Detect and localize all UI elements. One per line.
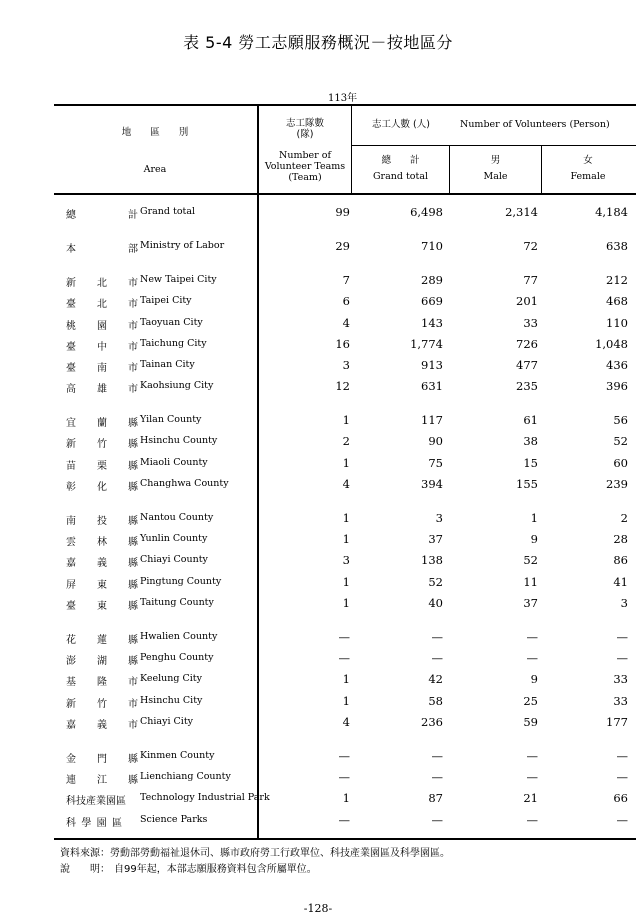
- table-row: [54, 629, 636, 647]
- row-female-value: —: [616, 630, 628, 644]
- header-male-zh: 男: [490, 155, 501, 166]
- row-teams-value: 2: [342, 434, 350, 448]
- row-area-zh: 連 江 縣: [66, 775, 138, 786]
- row-teams-value: 3: [342, 553, 350, 567]
- header-bottom-rule: [54, 193, 636, 195]
- row-male-value: 59: [523, 715, 538, 729]
- row-teams-value: —: [338, 813, 350, 827]
- row-female-value: 52: [613, 434, 628, 448]
- row-total-value: 42: [428, 672, 443, 686]
- table-bottom-rule: [54, 838, 636, 840]
- header-teams-zh-line2: (隊): [296, 129, 314, 140]
- row-teams-value: —: [338, 749, 350, 763]
- table-row: [54, 204, 636, 222]
- row-area-en: Ministry of Labor: [140, 240, 225, 251]
- row-female-value: —: [616, 770, 628, 784]
- row-area-zh: 臺 東 縣: [66, 601, 138, 612]
- row-area-zh: 高 雄 市: [66, 384, 138, 395]
- row-area-en: New Taipei City: [140, 274, 217, 285]
- row-male-value: —: [526, 630, 538, 644]
- row-female-value: 177: [606, 715, 628, 729]
- explanation-note: [60, 862, 450, 878]
- row-teams-value: 99: [335, 205, 350, 219]
- table-row: [54, 693, 636, 711]
- note-text: 自99年起，本部志願服務資料包含所屬單位。: [114, 864, 317, 875]
- row-total-value: 52: [428, 575, 443, 589]
- row-female-value: 212: [606, 273, 628, 287]
- row-area-en: Miaoli County: [140, 457, 208, 468]
- row-area-zh: 基 隆 市: [66, 677, 138, 688]
- row-teams-value: 1: [342, 456, 350, 470]
- row-area-en: Taitung County: [140, 597, 214, 608]
- row-female-value: 436: [606, 358, 628, 372]
- row-female-value: 4,184: [595, 205, 628, 219]
- row-total-value: 1,774: [410, 337, 443, 351]
- row-area-en: Nantou County: [140, 512, 214, 523]
- row-area-zh: 屏 東 縣: [66, 580, 138, 591]
- row-teams-value: 1: [342, 511, 350, 525]
- header-female-en: Female: [570, 171, 606, 182]
- header-teams-en-line3: (Team): [288, 172, 322, 183]
- row-male-value: 235: [516, 379, 538, 393]
- table-row: [54, 790, 636, 808]
- row-male-value: —: [526, 813, 538, 827]
- table-row: [54, 293, 636, 311]
- row-total-value: 143: [421, 316, 443, 330]
- header-area-zh: 地 區 別: [121, 127, 189, 138]
- table-notes: [60, 846, 450, 878]
- row-female-value: 2: [620, 511, 628, 525]
- table-row: [54, 531, 636, 549]
- row-male-value: 9: [530, 672, 538, 686]
- row-area-zh: 宜 蘭 縣: [66, 418, 138, 429]
- row-area-zh: 臺 南 市: [66, 363, 138, 374]
- row-total-value: 913: [421, 358, 443, 372]
- row-male-value: 77: [523, 273, 538, 287]
- row-teams-value: 7: [342, 273, 350, 287]
- row-area-en: Lienchiang County: [140, 771, 231, 782]
- row-female-value: 239: [606, 477, 628, 491]
- row-teams-value: 4: [342, 477, 350, 491]
- header-volunteers-en: Number of Volunteers (Person): [460, 119, 610, 130]
- header-teams-en-line2: Volunteer Teams: [264, 161, 346, 172]
- table-row: [54, 812, 636, 830]
- row-female-value: 33: [613, 672, 628, 686]
- header-teams-en-line1: Number of: [279, 150, 331, 161]
- row-total-value: 40: [428, 596, 443, 610]
- row-total-value: 37: [428, 532, 443, 546]
- row-area-en: Pingtung County: [140, 576, 222, 587]
- row-teams-value: 3: [342, 358, 350, 372]
- row-area-en: Technology Industrial Park: [140, 792, 270, 803]
- row-area-en: Tainan City: [140, 359, 195, 370]
- row-male-value: 52: [523, 553, 538, 567]
- row-area-zh: 澎 湖 縣: [66, 656, 138, 667]
- table-row: [54, 238, 636, 256]
- row-area-zh: 臺 北 市: [66, 299, 138, 310]
- row-total-value: 75: [428, 456, 443, 470]
- column-divider-total: [449, 145, 450, 194]
- source-text: 勞動部勞動福祉退休司、縣市政府勞工行政單位、科技產業園區及科學園區。: [110, 848, 450, 859]
- row-area-zh: 苗 栗 縣: [66, 461, 138, 472]
- row-teams-value: 4: [342, 316, 350, 330]
- row-area-zh: 桃 園 市: [66, 321, 138, 332]
- row-area-zh: 臺 中 市: [66, 342, 138, 353]
- table-row: [54, 272, 636, 290]
- row-area-zh: 金 門 縣: [66, 754, 138, 765]
- header-male-en: Male: [483, 171, 508, 182]
- row-total-value: 117: [421, 413, 443, 427]
- row-total-value: 710: [421, 239, 443, 253]
- row-male-value: 9: [530, 532, 538, 546]
- table-row: [54, 671, 636, 689]
- table-row: [54, 769, 636, 787]
- page-number: -128-: [303, 902, 333, 915]
- row-female-value: 28: [613, 532, 628, 546]
- row-male-value: 61: [523, 413, 538, 427]
- table-row: [54, 357, 636, 375]
- table-title: 表 5-4 勞工志願服務概況－按地區分: [183, 33, 453, 52]
- table-row: [54, 455, 636, 473]
- row-female-value: 110: [606, 316, 628, 330]
- row-teams-value: 1: [342, 694, 350, 708]
- row-teams-value: 1: [342, 791, 350, 805]
- table-row: [54, 650, 636, 668]
- row-female-value: 33: [613, 694, 628, 708]
- row-area-zh: 南 投 縣: [66, 516, 138, 527]
- row-total-value: 394: [421, 477, 443, 491]
- header-female-zh: 女: [583, 155, 593, 166]
- row-total-value: —: [431, 651, 443, 665]
- row-area-zh: 新 北 市: [66, 278, 138, 289]
- row-male-value: 25: [523, 694, 538, 708]
- row-male-value: 201: [516, 294, 538, 308]
- row-total-value: —: [431, 813, 443, 827]
- row-teams-value: 1: [342, 575, 350, 589]
- row-female-value: 60: [613, 456, 628, 470]
- row-total-value: 87: [428, 791, 443, 805]
- row-male-value: 2,314: [505, 205, 538, 219]
- row-female-value: 1,048: [595, 337, 628, 351]
- source-note: [60, 846, 450, 862]
- row-total-value: 90: [428, 434, 443, 448]
- row-area-en: Taoyuan City: [140, 317, 203, 328]
- row-teams-value: 12: [335, 379, 350, 393]
- row-area-en: Kaohsiung City: [140, 380, 214, 391]
- row-area-en: Grand total: [140, 206, 196, 217]
- row-female-value: 638: [606, 239, 628, 253]
- row-area-zh: 新 竹 市: [66, 699, 138, 710]
- header-total-zh: 總 計: [381, 155, 420, 166]
- row-area-en: Yunlin County: [140, 533, 208, 544]
- table-row: [54, 748, 636, 766]
- row-total-value: 289: [421, 273, 443, 287]
- row-male-value: 72: [523, 239, 538, 253]
- row-total-value: 631: [421, 379, 443, 393]
- row-teams-value: 6: [342, 294, 350, 308]
- row-area-zh: 彰 化 縣: [66, 482, 138, 493]
- source-label: 資料來源：: [60, 848, 110, 859]
- row-total-value: —: [431, 749, 443, 763]
- row-area-en: Chiayi City: [140, 716, 194, 727]
- row-teams-value: —: [338, 651, 350, 665]
- row-area-en: Hsinchu County: [140, 435, 218, 446]
- row-teams-value: 1: [342, 596, 350, 610]
- row-area-en: Hwalien County: [140, 631, 218, 642]
- row-area-en: Changhwa County: [140, 478, 229, 489]
- row-total-value: 236: [421, 715, 443, 729]
- table-row: [54, 476, 636, 494]
- column-divider-male: [541, 145, 542, 194]
- row-teams-value: —: [338, 630, 350, 644]
- row-male-value: 477: [516, 358, 538, 372]
- row-area-zh: 花 蓮 縣: [66, 635, 138, 646]
- row-area-en: Penghu County: [140, 652, 214, 663]
- row-male-value: 33: [523, 316, 538, 330]
- row-female-value: 56: [613, 413, 628, 427]
- row-male-value: —: [526, 770, 538, 784]
- header-teams-en: [259, 150, 351, 183]
- row-area-zh: 嘉 義 縣: [66, 558, 138, 569]
- row-area-zh: 新 竹 縣: [66, 439, 138, 450]
- row-area-en: Chiayi County: [140, 554, 208, 565]
- row-female-value: —: [616, 813, 628, 827]
- header-teams-zh-line1: 志工隊數: [285, 118, 324, 129]
- row-total-value: —: [431, 770, 443, 784]
- row-male-value: 38: [523, 434, 538, 448]
- header-teams-zh: [259, 118, 351, 140]
- row-teams-value: 29: [335, 239, 350, 253]
- row-area-zh: 雲 林 縣: [66, 537, 138, 548]
- row-female-value: 66: [613, 791, 628, 805]
- table-row: [54, 595, 636, 613]
- note-label: 說 明：: [60, 864, 110, 875]
- header-total-en: Grand total: [372, 171, 429, 182]
- row-total-value: 3: [435, 511, 443, 525]
- table-row: [54, 433, 636, 451]
- row-teams-value: 4: [342, 715, 350, 729]
- row-teams-value: —: [338, 770, 350, 784]
- table-top-rule: [54, 104, 636, 106]
- row-total-value: 669: [421, 294, 443, 308]
- row-female-value: 41: [613, 575, 628, 589]
- row-teams-value: 1: [342, 413, 350, 427]
- row-female-value: —: [616, 651, 628, 665]
- row-area-zh: 嘉 義 市: [66, 720, 138, 731]
- table-row: [54, 714, 636, 732]
- row-male-value: 37: [523, 596, 538, 610]
- row-male-value: 1: [530, 511, 538, 525]
- table-row: [54, 315, 636, 333]
- row-teams-value: 1: [342, 672, 350, 686]
- row-female-value: 396: [606, 379, 628, 393]
- row-area-en: Yilan County: [140, 414, 202, 425]
- row-male-value: 155: [516, 477, 538, 491]
- row-total-value: 6,498: [410, 205, 443, 219]
- row-male-value: 11: [523, 575, 538, 589]
- row-area-en: Taichung City: [140, 338, 207, 349]
- table-row: [54, 510, 636, 528]
- row-area-zh: 總 計: [66, 210, 138, 221]
- year-label: 113年: [328, 93, 358, 104]
- row-area-en: Kinmen County: [140, 750, 215, 761]
- row-female-value: 86: [613, 553, 628, 567]
- row-male-value: —: [526, 749, 538, 763]
- row-male-value: 726: [516, 337, 538, 351]
- row-male-value: 15: [523, 456, 538, 470]
- subheader-rule: [351, 145, 636, 146]
- row-total-value: 138: [421, 553, 443, 567]
- row-total-value: —: [431, 630, 443, 644]
- row-area-en: Keelung City: [140, 673, 202, 684]
- header-area-en: Area: [143, 164, 167, 175]
- row-total-value: 58: [428, 694, 443, 708]
- row-teams-value: 16: [335, 337, 350, 351]
- row-area-en: Science Parks: [140, 814, 208, 825]
- row-female-value: 3: [620, 596, 628, 610]
- table-row: [54, 552, 636, 570]
- table-row: [54, 412, 636, 430]
- row-female-value: 468: [606, 294, 628, 308]
- row-male-value: 21: [523, 791, 538, 805]
- table-row: [54, 378, 636, 396]
- table-row: [54, 574, 636, 592]
- row-area-en: Taipei City: [140, 295, 192, 306]
- row-area-zh: 科 學 園 區: [66, 818, 122, 829]
- table-row: [54, 336, 636, 354]
- row-area-zh: 本 部: [66, 244, 138, 255]
- row-female-value: —: [616, 749, 628, 763]
- row-area-zh: 科技產業園區: [66, 796, 126, 807]
- row-male-value: —: [526, 651, 538, 665]
- row-area-en: Hsinchu City: [140, 695, 203, 706]
- row-teams-value: 1: [342, 532, 350, 546]
- header-volunteers-zh: 志工人數 (人): [372, 119, 430, 130]
